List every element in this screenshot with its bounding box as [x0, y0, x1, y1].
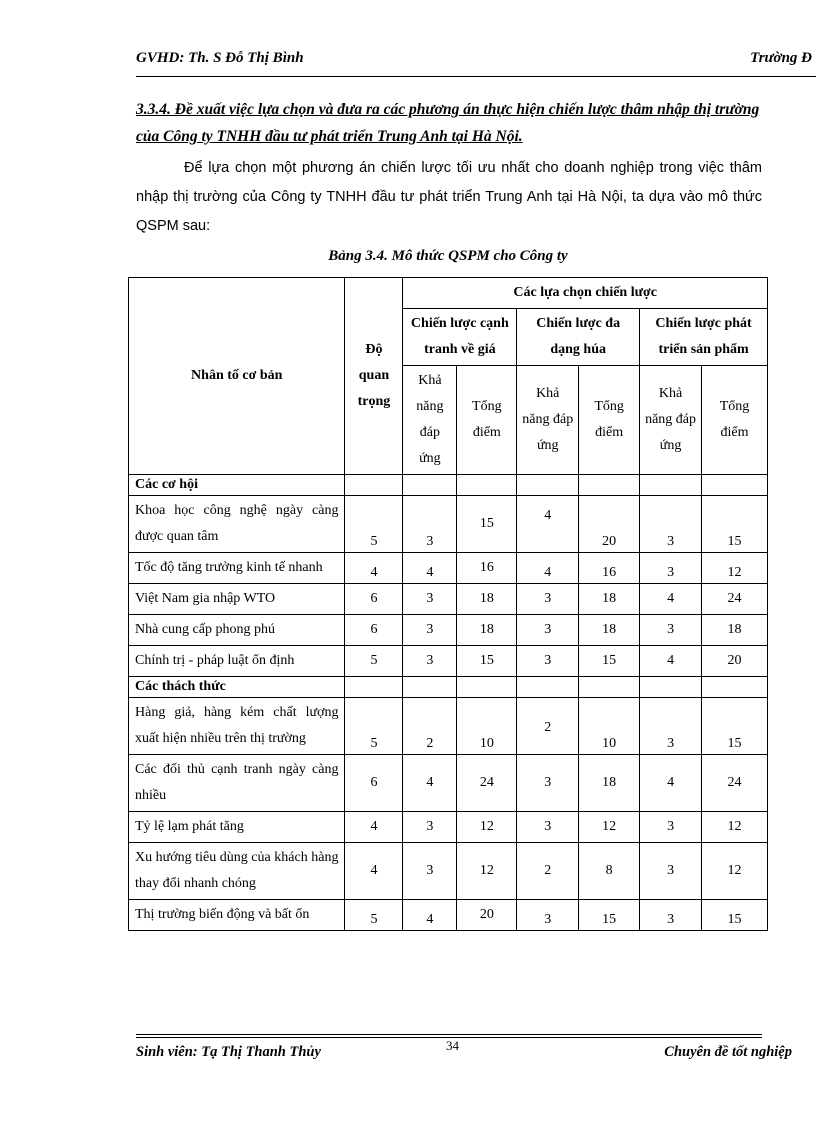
footer-thesis-type: Chuyên đề tốt nghiệp: [664, 1044, 792, 1060]
footer-student: Sinh viên: Tạ Thị Thanh Thủy: [136, 1044, 321, 1060]
table-row: [129, 755, 768, 812]
table-row: [129, 843, 768, 900]
table-row: [129, 553, 768, 584]
total-cell: 15: [457, 496, 517, 553]
page-footer: [136, 1038, 792, 1064]
weight-cell: 5: [345, 646, 403, 677]
total-cell: 24: [457, 755, 517, 812]
total-cell: 15: [579, 900, 640, 931]
factor-cell: Thị trường biến động và bất ổn: [129, 900, 345, 931]
ability-cell: 4: [517, 496, 579, 553]
total-cell: 20: [702, 646, 768, 677]
group-label-challenges: Các thách thức: [129, 677, 345, 698]
total-cell: 15: [702, 698, 768, 755]
total-cell: 15: [579, 646, 640, 677]
ability-cell: 4: [403, 900, 457, 931]
total-cell: 24: [702, 755, 768, 812]
factor-cell: Khoa học công nghệ ngày càng được quan tâm: [129, 496, 345, 553]
intro-text: Để lựa chọn một phương án chiến lược tối ưu nhất cho doanh nghiệp trong việc thâm nhập thị trường của Công ty TNHH đầu tư phát triển Trung Anh tại Hà Nội, ta dựa vào mô thức QSPM sau:: [136, 160, 762, 234]
ability-cell: 4: [640, 646, 702, 677]
ability-cell: 3: [403, 584, 457, 615]
factor-cell: Việt Nam gia nhập WTO: [129, 584, 345, 615]
total-cell: 12: [702, 553, 768, 584]
intro-paragraph: [136, 154, 762, 241]
ability-cell: 3: [517, 615, 579, 646]
ability-cell: 3: [517, 812, 579, 843]
table-row: [129, 496, 768, 553]
weight-cell: 4: [345, 812, 403, 843]
factor-cell: Tốc độ tăng trưởng kinh tế nhanh: [129, 553, 345, 584]
total-cell: 8: [579, 843, 640, 900]
header-school: Trường Đ: [750, 50, 812, 66]
weight-cell: 6: [345, 584, 403, 615]
group-row-challenges: [129, 677, 768, 698]
weight-cell: 5: [345, 698, 403, 755]
ability-cell: 3: [517, 584, 579, 615]
ability-cell: 3: [403, 843, 457, 900]
factor-cell: Các đối thủ cạnh tranh ngày càng nhiều: [129, 755, 345, 812]
factor-cell: Nhà cung cấp phong phú: [129, 615, 345, 646]
header-rule: [136, 76, 816, 77]
ability-cell: 2: [517, 843, 579, 900]
table-row: [129, 584, 768, 615]
table-caption: Bảng 3.4. Mô thức QSPM cho Công ty: [328, 248, 568, 264]
ability-cell: 3: [640, 812, 702, 843]
table-row: [129, 615, 768, 646]
weight-cell: 4: [345, 553, 403, 584]
weight-cell: 6: [345, 755, 403, 812]
section-title: 3.3.4. Đề xuất việc lựa chọn và đưa ra các phương án thực hiện chiến lược thâm nhập thị trường của Công ty TNHH đầu tư phát triển Trung Anh tại Hà Nội.: [136, 101, 760, 145]
ability-cell: 3: [517, 646, 579, 677]
ability-cell: 3: [640, 698, 702, 755]
header-strategy-product: Chiến lược phát triển sản phẩm: [640, 309, 768, 366]
ability-cell: 3: [640, 900, 702, 931]
qspm-table: [128, 277, 768, 931]
total-cell: 15: [702, 496, 768, 553]
total-cell: 12: [702, 812, 768, 843]
header-total-1: Tổng điểm: [457, 366, 517, 475]
header-strategy-price: Chiến lược cạnh tranh về giá: [403, 309, 517, 366]
ability-cell: 4: [640, 755, 702, 812]
header-total-3: Tổng điểm: [702, 366, 768, 475]
total-cell: 12: [579, 812, 640, 843]
ability-cell: 3: [517, 900, 579, 931]
ability-cell: 3: [403, 812, 457, 843]
header-ability-3: Khả năng đáp ứng: [640, 366, 702, 475]
total-cell: 15: [457, 646, 517, 677]
header-ability-1: Khả năng đáp ứng: [403, 366, 457, 475]
total-cell: 16: [457, 553, 517, 584]
total-cell: 12: [457, 812, 517, 843]
total-cell: 12: [702, 843, 768, 900]
factor-cell: Tỷ lệ lạm phát tăng: [129, 812, 345, 843]
page-number: 34: [446, 1038, 459, 1053]
weight-cell: 5: [345, 496, 403, 553]
total-cell: 18: [457, 615, 517, 646]
factor-cell: Hàng giả, hàng kém chất lượng xuất hiện nhiều trên thị trường: [129, 698, 345, 755]
header-total-2: Tổng điểm: [579, 366, 640, 475]
factor-cell: Xu hướng tiêu dùng của khách hàng thay đổi nhanh chóng: [129, 843, 345, 900]
total-cell: 10: [579, 698, 640, 755]
ability-cell: 4: [403, 755, 457, 812]
ability-cell: 4: [640, 584, 702, 615]
total-cell: 16: [579, 553, 640, 584]
group-label-opportunities: Các cơ hội: [129, 475, 345, 496]
ability-cell: 3: [640, 553, 702, 584]
ability-cell: 3: [640, 843, 702, 900]
ability-cell: 4: [517, 553, 579, 584]
header-weight: Độ quan trọng: [345, 278, 403, 475]
ability-cell: 3: [517, 755, 579, 812]
ability-cell: 4: [403, 553, 457, 584]
group-row-opportunities: [129, 475, 768, 496]
header-strategy-choices: Các lựa chọn chiến lược: [403, 278, 768, 309]
weight-cell: 6: [345, 615, 403, 646]
ability-cell: 2: [403, 698, 457, 755]
weight-cell: 5: [345, 900, 403, 931]
total-cell: 20: [457, 900, 517, 931]
total-cell: 24: [702, 584, 768, 615]
ability-cell: 3: [640, 496, 702, 553]
factor-cell: Chính trị - pháp luật ổn định: [129, 646, 345, 677]
total-cell: 18: [579, 584, 640, 615]
weight-cell: 4: [345, 843, 403, 900]
header-strategy-diversify: Chiến lược đa dạng húa: [517, 309, 640, 366]
table-row: [129, 698, 768, 755]
total-cell: 18: [457, 584, 517, 615]
ability-cell: 2: [517, 698, 579, 755]
total-cell: 12: [457, 843, 517, 900]
ability-cell: 3: [640, 615, 702, 646]
header-supervisor: GVHD: Th. S Đỗ Thị Bình: [136, 50, 304, 66]
table-row: [129, 812, 768, 843]
header-factor: Nhân tố cơ bản: [129, 278, 345, 475]
total-cell: 10: [457, 698, 517, 755]
footer-rule: [136, 1034, 762, 1035]
ability-cell: 3: [403, 646, 457, 677]
total-cell: 18: [579, 755, 640, 812]
ability-cell: 3: [403, 615, 457, 646]
page-header: [136, 48, 816, 72]
total-cell: 20: [579, 496, 640, 553]
header-ability-2: Khả năng đáp ứng: [517, 366, 579, 475]
total-cell: 15: [702, 900, 768, 931]
total-cell: 18: [579, 615, 640, 646]
table-row: [129, 900, 768, 931]
table-row: [129, 646, 768, 677]
total-cell: 18: [702, 615, 768, 646]
ability-cell: 3: [403, 496, 457, 553]
